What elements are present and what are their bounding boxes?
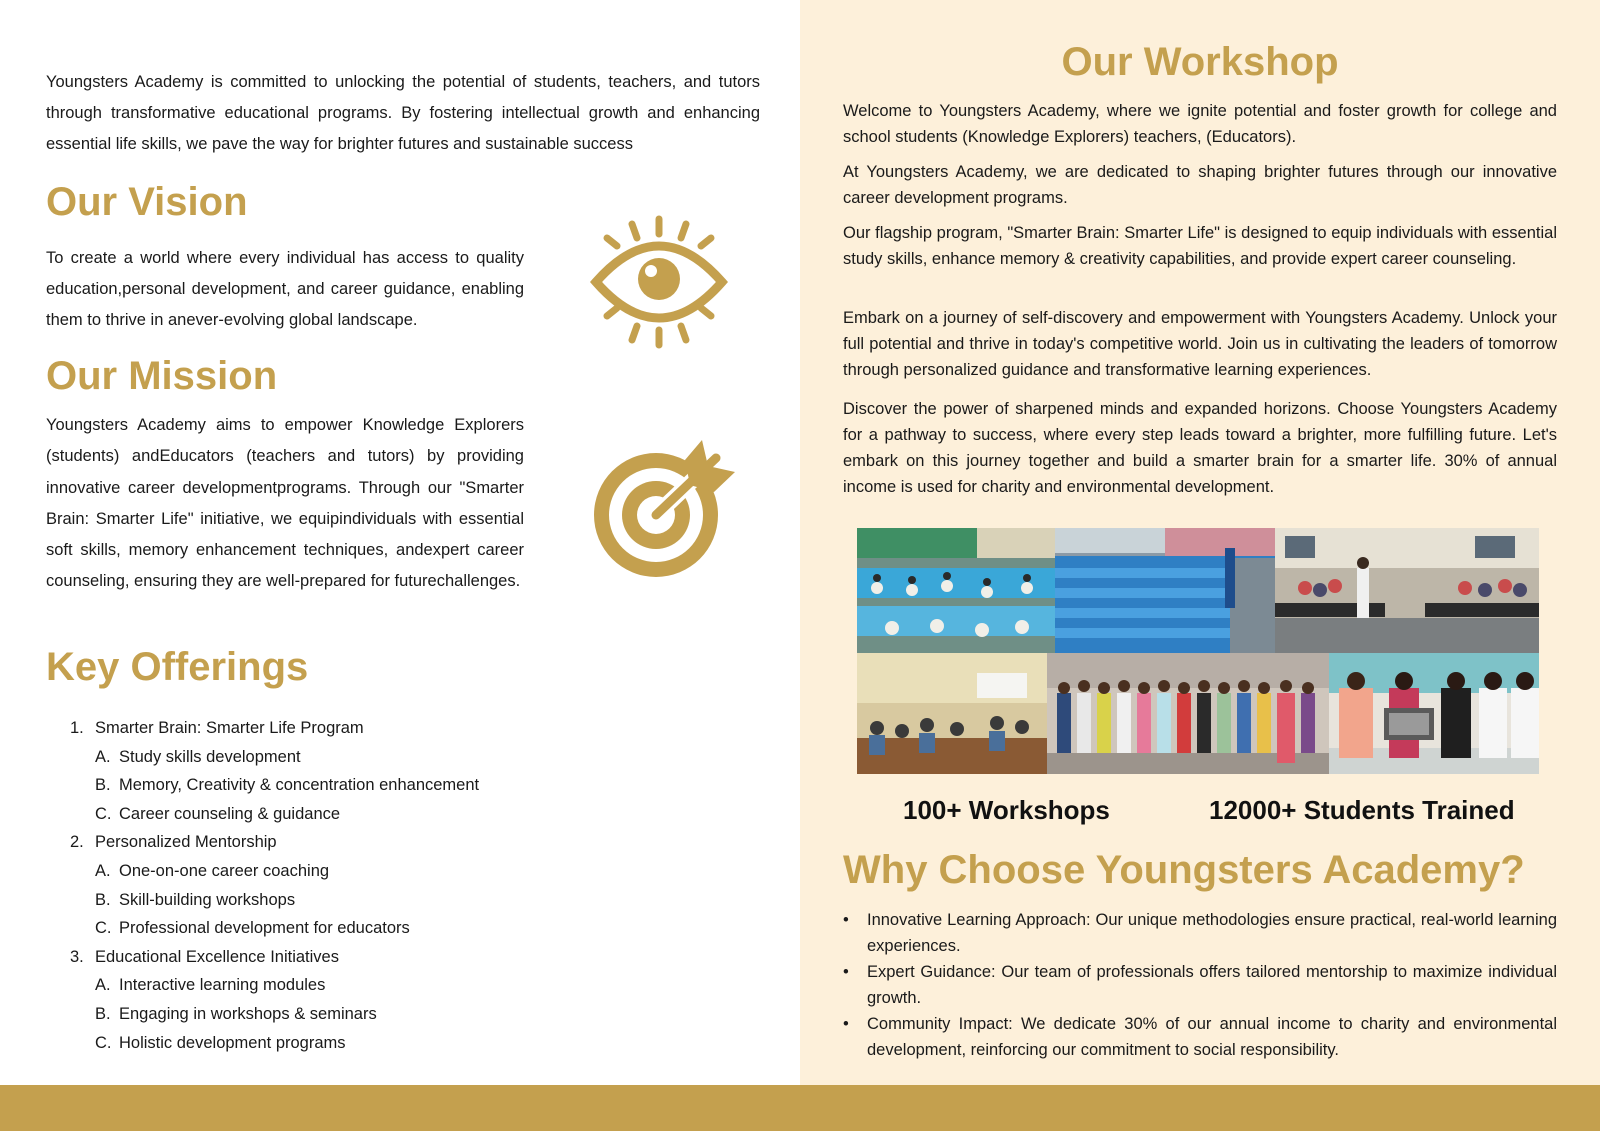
sub-label: Engaging in workshops & seminars [119,1004,377,1023]
list-item [843,959,1557,1011]
bullet-icon: • [843,963,849,981]
list-item [70,971,479,1000]
target-arrow-icon [590,430,745,585]
why-item-text: Community Impact: We dedicate 30% of our annual income to charity and environmental development, reinforcing our commitment to social responsibility. [867,1015,1557,1059]
workshop-paragraph: Welcome to Youngsters Academy, where we ignite potential and foster growth for college and school students (Knowledge Explorers) teachers, (Educators). [843,102,1557,146]
list-item [70,1029,479,1058]
list-item [70,943,479,972]
item-number: 3. [70,947,84,966]
photo-students-outdoor [1055,528,1275,653]
workshops-count: 100+ Workshops [903,795,1110,825]
mission-heading: Our Mission [46,354,278,398]
sub-letter: B. [95,776,111,795]
sub-label: One-on-one career coaching [119,861,330,880]
why-item-text: Innovative Learning Approach: Our unique methodologies ensure practical, real-world learning experiences. [867,911,1557,955]
sub-letter: C. [95,1033,112,1052]
photo-educators-group [1047,653,1329,774]
item-label: Smarter Brain: Smarter Life Program [95,719,364,737]
sub-letter: A. [95,976,111,995]
list-item [70,914,479,943]
sub-label: Skill-building workshops [119,890,296,909]
intro-paragraph: Youngsters Academy is committed to unlocking the potential of students, teachers, and tutors through transformative educational programs. By fostering intellectual growth and enhancing essential life skills, we pave the way for brighter futures and sustainable success [46,73,760,153]
workshop-photo-collage [857,528,1539,774]
list-item [70,800,479,829]
list-item [843,1011,1557,1063]
workshop-paragraph: Our flagship program, "Smarter Brain: Smarter Life" is designed to equip individuals with essential study skills, enhance memory & creativity capabilities, and provide expert career counseling. [843,224,1557,268]
workshop-paragraph: At Youngsters Academy, we are dedicated to shaping brighter futures through our innovative career development programs. [843,163,1557,207]
photo-seminar-hall [857,653,1047,774]
vision-heading: Our Vision [46,180,248,224]
sub-label: Professional development for educators [119,919,410,938]
sub-label: Memory, Creativity & concentration enhancement [119,776,480,795]
offerings-heading: Key Offerings [46,645,309,689]
bullet-icon: • [843,1015,849,1033]
sub-letter: C. [95,919,112,938]
list-item [70,828,479,857]
photo-students-seated [857,528,1055,653]
bullet-icon: • [843,911,849,929]
list-item [70,1000,479,1029]
eye-icon [588,215,730,349]
footer-bar [0,1085,1600,1131]
sub-label: Interactive learning modules [119,976,326,995]
offerings-list [70,714,479,1057]
sub-letter: A. [95,747,111,766]
list-item [843,907,1557,959]
photo-certificate-presentation [1329,653,1539,774]
item-number: 1. [70,719,84,737]
students-trained-count: 12000+ Students Trained [1209,795,1515,825]
sub-label: Study skills development [119,747,301,766]
list-item [70,857,479,886]
mission-text: Youngsters Academy aims to empower Knowledge Explorers (students) andEducators (teachers and tutors) by providing innovative career developmentprograms. Through our "Smarter Brain: Smarter Life" initiative, we equipindividuals with essential soft skills, memory enhancement techniques, andexpert career counseling, ensuring they are well-prepared for futurechallenges. [46,416,524,591]
sub-label: Holistic development programs [119,1033,346,1052]
why-list [843,907,1557,1063]
why-item-text: Expert Guidance: Our team of professionals offers tailored mentorship to maximize individual growth. [867,963,1557,1007]
list-item [70,743,479,772]
sub-label: Career counseling & guidance [119,804,341,823]
list-item [70,886,479,915]
item-label: Personalized Mentorship [95,833,277,852]
item-label: Educational Excellence Initiatives [95,947,339,966]
workshop-paragraph: Discover the power of sharpened minds and expanded horizons. Choose Youngsters Academy for a pathway to success, where every step leads toward a brighter, more fulfilling future. Let's embark on this journey together and build a smarter brain for a smarter life. 30% of annual income is used for charity and environmental development. [843,400,1557,496]
sub-letter: C. [95,804,112,823]
sub-letter: A. [95,861,111,880]
item-number: 2. [70,833,84,852]
why-heading: Why Choose Youngsters Academy? [843,848,1525,892]
list-item [70,771,479,800]
sub-letter: B. [95,890,111,909]
workshop-paragraph: Embark on a journey of self-discovery and empowerment with Youngsters Academy. Unlock your full potential and thrive in today's competitive world. Join us in cultivating the leaders of tomorrow through personalized guidance and transformative learning experiences. [843,309,1557,379]
workshop-heading: Our Workshop [1061,40,1339,84]
sub-letter: B. [95,1004,111,1023]
list-item [70,714,479,743]
vision-text: To create a world where every individual has access to quality education,personal development, and career guidance, enabling them to thrive in anever-evolving global landscape. [46,249,524,329]
photo-classroom-group [1275,528,1539,653]
